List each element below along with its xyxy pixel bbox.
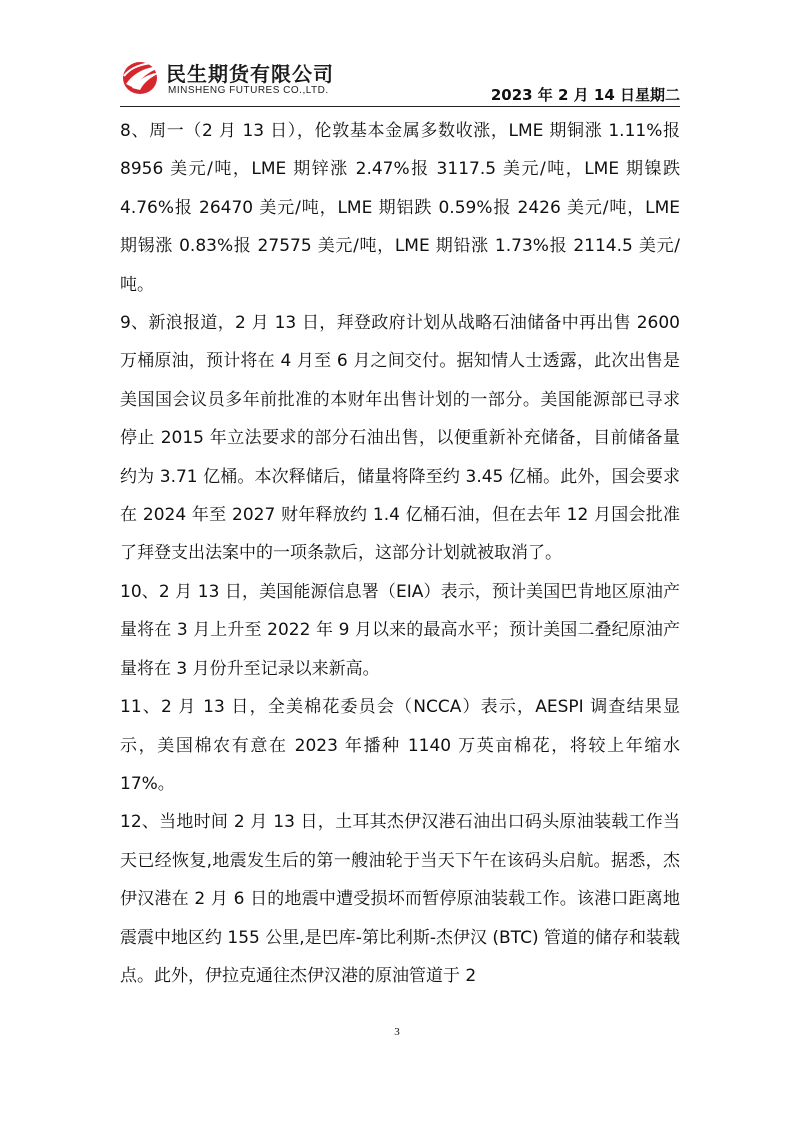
news-item-8: 8、周一（2 月 13 日），伦敦基本金属多数收涨，LME 期铜涨 1.11%报 8956 美元/吨，LME 期锌涨 2.47%报 3117.5 美元/吨，LME 期镍跌 4.76%报 26470 美元/吨，LME 期铝跌 0.59%报 2426 美元/吨，LME 期锡涨 0.83%报 27575 美元/吨，LME 期铅涨 1.73%报 2114.5 美元/吨。: [120, 121, 680, 295]
report-date: 2023 年 2 月 14 日星期二: [490, 86, 680, 104]
company-name-en: MINSHENG FUTURES CO.,LTD.: [168, 85, 329, 96]
news-item-11: 11、2 月 13 日，全美棉花委员会（NCCA）表示，AESPI 调查结果显示，美国棉农有意在 2023 年播种 1140 万英亩棉花，将较上年缩水 17%。: [120, 697, 680, 794]
minsheng-logo-icon: [120, 58, 166, 96]
company-name-cn: 民生期货有限公司: [166, 62, 334, 86]
news-item-10: 10、2 月 13 日，美国能源信息署（EIA）表示，预计美国巴肯地区原油产量将在 3 月上升至 2022 年 9 月以来的最高水平；预计美国二叠纪原油产量将在 3 月份升至记录以来新高。: [120, 581, 680, 679]
header-divider: [120, 106, 680, 107]
page-header: [120, 50, 680, 108]
page-number: 3: [394, 1026, 400, 1038]
news-item-12: 12、当地时间 2 月 13 日，土耳其杰伊汉港石油出口码头原油装载工作当天已经恢复,地震发生后的第一艘油轮于当天下午在该码头启航。据悉，杰伊汉港在 2 月 6 日的地震中遭受损坏而暂停原油装载工作。该港口距离地震震中地区约 155 公里,是巴库-第比利斯-杰伊汉 (BTC) 管道的储存和装载点。此外，伊拉克通往杰伊汉港的原油管道于 2: [120, 812, 680, 986]
news-body: [120, 112, 680, 995]
news-item-9: 9、新浪报道，2 月 13 日，拜登政府计划从战略石油储备中再出售 2600 万桶原油，预计将在 4 月至 6 月之间交付。据知情人士透露，此次出售是美国国会议员多年前批准的本财年出售计划的一部分。美国能源部已寻求停止 2015 年立法要求的部分石油出售，以便重新补充储备，目前储备量约为 3.71 亿桶。本次释储后，储量将降至约 3.45 亿桶。此外，国会要求在 2024 年至 2027 财年释放约 1.4 亿桶石油，但在去年 12 月国会批准了拜登支出法案中的一项条款后，这部分计划就被取消了。: [120, 313, 680, 564]
